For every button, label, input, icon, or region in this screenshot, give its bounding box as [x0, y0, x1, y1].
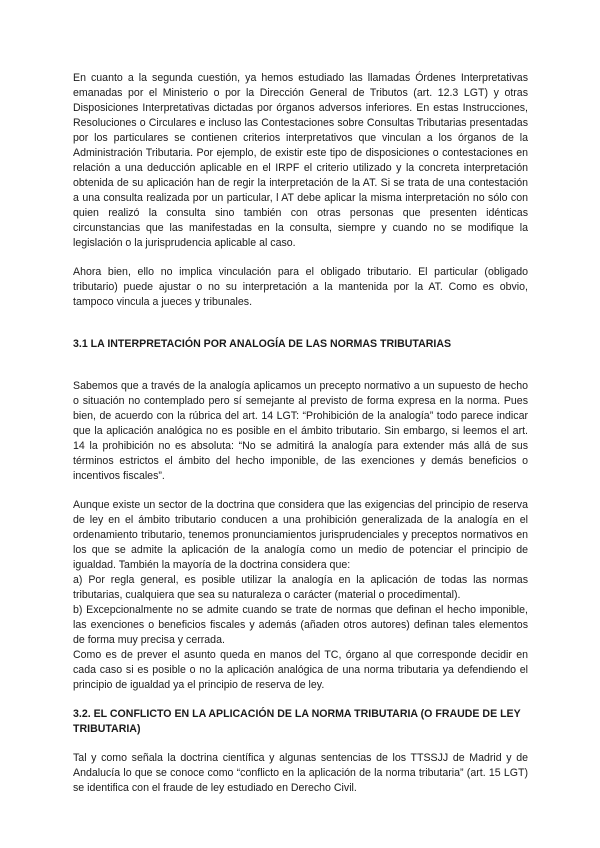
paragraph-fraude-ley: Tal y como señala la doctrina científica y algunas sentencias de los TTSSJJ de Madrid y de Andalucía lo que se conoce como “conflicto en la aplicación de la norma tributaria” (art. 15 LGT) se identifica con el fraude de ley estudiado en Derecho Civil.: [73, 752, 528, 794]
paragraph-no-vinculacion: Ahora bien, ello no implica vinculación para el obligado tributario. El particular (obligado tributario) puede ajustar o no su interpretación a la mantenida por la AT. Como es obvio, tampoco vincula a jueces y tribunales.: [73, 266, 528, 308]
paragraph-tc: Como es de prever el asunto queda en manos del TC, órgano al que corresponde decidir en cada caso si es posible o no la aplicación analógica de una norma tributaria ya defendiendo el principio de igualdad ya el principio de reserva de ley.: [73, 649, 528, 691]
paragraph-regla-general: a) Por regla general, es posible utilizar la analogía en la aplicación de todas las normas tributarias, cualquiera que sea su naturaleza o carácter (material o procedimental).: [73, 574, 528, 601]
paragraph-excepcion: b) Excepcionalmente no se admite cuando se trate de normas que definan el hecho imponible, las exenciones o beneficios fiscales y además (añaden otros autores) definan tales elementos de forma muy precisa y cerrada.: [73, 604, 528, 646]
paragraph-analogia: Sabemos que a través de la analogía aplicamos un precepto normativo a un supuesto de hecho o situación no contemplado pero sí semejante al previsto de forma expresa en la norma. Pues bien, de acuerdo con la rúbrica del art. 14 LGT: “Prohibición de la analogía” todo parece indicar que la aplicación analógica no es posible en el ámbito tributario. Sin embargo, si leemos el art. 14 la prohibición no es absoluta: “No se admitirá la analogía para extender más allá de sus términos estrictos el ámbito del hecho imponible, de las exenciones y demás beneficios o incentivos fiscales”.: [73, 380, 528, 482]
document-body: [73, 71, 528, 796]
paragraph-doctrina: Aunque existe un sector de la doctrina que considera que las exigencias del principio de reserva de ley en el ámbito tributario conducen a una prohibición generalizada de la analogía en el ordenamiento tributario, tenemos pronunciamientos jurisprudenciales y preceptos normativos en los que se admite la aplicación de la analogía como un medio de potenciar el principio de igualdad. También la mayoría de la doctrina considera que:: [73, 499, 528, 571]
heading-conflicto-norma: 3.2. EL CONFLICTO EN LA APLICACIÓN DE LA NORMA TRIBUTARIA (O FRAUDE DE LEY TRIBUTARIA): [73, 708, 521, 735]
paragraph-ordenes-interpretativas: En cuanto a la segunda cuestión, ya hemos estudiado las llamadas Órdenes Interpretativas emanadas por el Ministerio o por la Dirección General de Tributos (art. 12.3 LGT) y otras Disposiciones Interpretativas dictadas por órganos adversos inferiores. En estas Instrucciones, Resoluciones o Circulares e incluso las Contestaciones sobre Consultas Tributarias presentadas por los particulares se contienen criterios interpretativos que vinculan a los órganos de la Administración Tributaria. Por ejemplo, de existir este tipo de disposiciones o contestaciones en relación a una deducción aplicable en el IRPF el criterio utilizado y la concreta interpretación obtenida de su aplicación han de regir la interpretación de la AT. Si se trata de una contestación a una consulta realizada por un particular, l AT debe aplicar la misma interpretación no sólo con quien realizó la consulta sino también con otras personas que presenten idénticas circunstancias que las manifestadas en la consulta, siempre y cuando no se modifique la legislación o la jurisprudencia aplicable al caso.: [73, 72, 528, 249]
heading-interpretacion-analogia: 3.1 LA INTERPRETACIÓN POR ANALOGÍA DE LAS NORMAS TRIBUTARIAS: [73, 338, 452, 350]
